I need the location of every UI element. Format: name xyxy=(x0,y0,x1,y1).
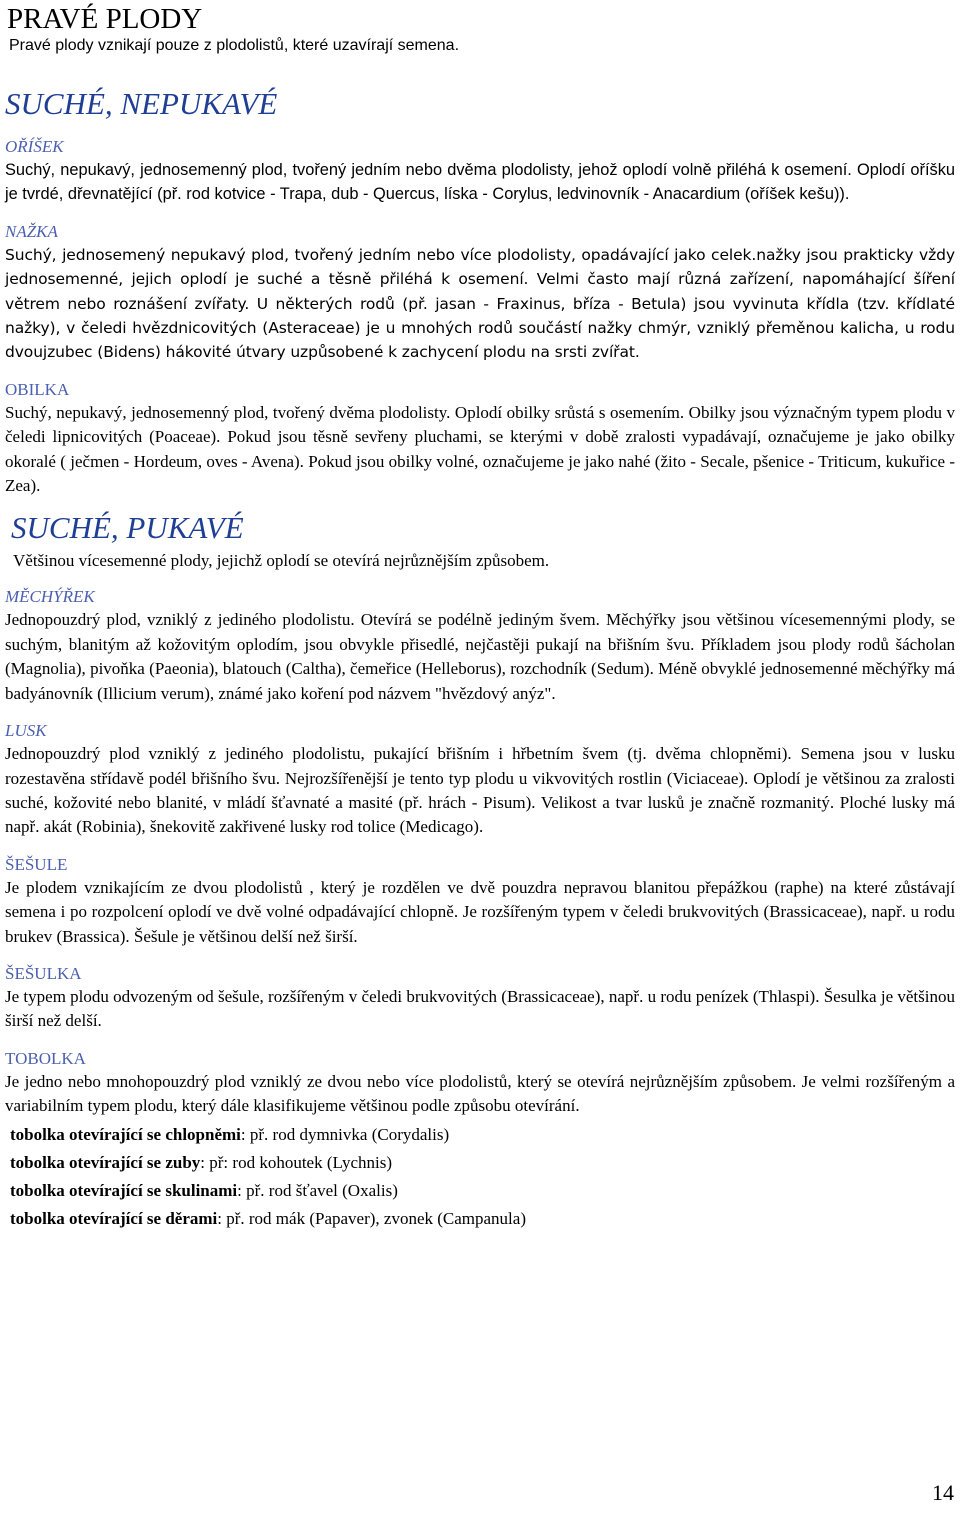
paragraph-lusk: Jednopouzdrý plod vzniklý z jediného plodolistu, pukající břišním i hřbetním švem (tj. dvěma chlopněmi). Semena jsou v lusku rozestavěna střídavě podél břišního švu. Nejrozšířenější je tento typ plodu u vikvovitých rostlin (Viciaceae). Oplodí je většinou za zralosti suché, kožovité nebo blanité, v mládí šťavnaté a masité (př. hrách - Pisum). Velikost a tvar lusků je značně rozmanitý. Ploché lusky má např. akát (Robinia), šnekovitě zakřivené lusky rod tolice (Medicago). xyxy=(5,744,955,837)
opening-example: : př. rod šťavel (Oxalis) xyxy=(237,1180,398,1200)
paragraph-orisek xyxy=(5,158,955,207)
page-title: PRAVÉ PLODY xyxy=(7,3,203,35)
list-item xyxy=(10,1151,955,1175)
document-page xyxy=(5,0,955,1231)
list-item xyxy=(10,1123,955,1147)
section-heading-suche-nepukave: SUCHÉ, NEPUKAVÉ xyxy=(5,86,278,121)
opening-term: tobolka otevírající se zuby xyxy=(10,1152,201,1172)
paragraph-mechyrek: Jednopouzdrý plod, vzniklý z jediného plodolistu. Otevírá se podélně jediným švem. Měchýřky jsou většinou vícesemennými plody, se suchým, blanitým až kožovitým oplodím, jsou obvykle přisedlé, nejčastěji pukají na břišním švu. Příkladem jsou plody rodů šácholan (Magnolia), pivoňka (Paeonia), blatouch (Caltha), čemeřice (Helleborus), rozchodník (Sedum). Méně obvyklé jednosemenné měchýřky má badyánovník (Illicium verum), známé jako koření pod názvem "hvězdový anýz". xyxy=(5,610,955,703)
page-number: 14 xyxy=(932,1480,954,1505)
section-intro-suche-pukave: Většinou vícesemenné plody, jejichž oplodí se otevírá nejrůznějším způsobem. xyxy=(13,551,550,571)
opening-term: tobolka otevírající se chlopněmi xyxy=(10,1124,241,1144)
orisek-text-1: Suchý, nepukavý, jednosemenný plod, tvořený jedním nebo dvěma plodolisty, jehož oplodí volně přiléhá k osemení. xyxy=(5,161,857,179)
opening-example: : př: rod kohoutek (Lychnis) xyxy=(200,1152,392,1172)
opening-example: : př. rod dymnivka (Corydalis) xyxy=(240,1124,450,1144)
opening-example: : př. rod mák (Papaver), zvonek (Campanula) xyxy=(217,1208,526,1228)
opening-term: tobolka otevírající se děrami xyxy=(10,1208,218,1228)
heading-obilka: OBILKA xyxy=(5,379,70,399)
list-item xyxy=(10,1207,955,1231)
paragraph-obilka: Suchý, nepukavý, jednosemenný plod, tvořený dvěma plodolisty. Oplodí obilky srůstá s osemením. Obilky jsou význačným typem plodu v čeledi lipnicovitých (Poaceae). Pokud jsou těsně sevřeny pluchami, se kterými v době zralosti vypadávají, označujeme je jako obilky okoralé ( ječmen - Hordeum, oves - Avena). Pokud jsou obilky volné, označujeme je jako nahé (žito - Secale, pšenice - Triticum, kukuřice - Zea). xyxy=(5,402,955,496)
heading-orisek: OŘÍŠEK xyxy=(5,137,64,156)
section-heading-suche-pukave: SUCHÉ, PUKAVÉ xyxy=(11,510,244,546)
paragraph-sesulka: Je typem plodu odvozeným od šešule, rozšířeným v čeledi brukvovitých (Brassicaceae), např. u rodu penízek (Thlaspi). Šesulka je většinou širší než delší. xyxy=(5,986,955,1031)
nazka-text-1: Suchý, jednosemený nepukavý plod, tvořený jedním nebo více plodolisty, opadávající jako celek. xyxy=(5,245,757,264)
paragraph-tobolka: Je jedno nebo mnohopouzdrý plod vzniklý ze dvou nebo více plodolistů, který se otevírá nejrůznějším způsobem. Je velmi rozšířeným a variabilním typem plodu, který dále klasifikujeme většinou podle způsobu otevírání. xyxy=(5,1071,955,1116)
page-subtitle: Pravé plody vznikají pouze z plodolistů, které uzavírají semena. xyxy=(9,37,460,54)
heading-sesule: ŠEŠULE xyxy=(5,854,68,874)
heading-mechyrek: MĚCHÝŘEK xyxy=(5,587,95,607)
orisek-text-2: Oplodí oříšku je tvrdé, dřevnatějící (př. rod kotvice - Trapa, dub - Quercus, líska - Corylus, ledvinovník - Anacardium (oříšek kešu)). xyxy=(5,161,956,204)
list-item xyxy=(10,1179,955,1203)
heading-lusk: LUSK xyxy=(5,721,47,741)
heading-nazka: NAŽKA xyxy=(5,221,58,241)
opening-term: tobolka otevírající se skulinami xyxy=(10,1180,238,1200)
nazka-text-2: nažky jsou prakticky vždy jednosemenné, jejich oplodí je suché a těsně přiléhá k osemení. Velmi často mají různá zařízení, napomáhající šíření větrem nebo roznášení zvířaty. U některých rodů (př. jasan - Fraxinus, bříza - Betula) jsou vyvinuta křídla (tzv. křídlaté nažky), v čeledi hvězdnicovitých (Asteraceae) je u mnohých rodů součástí nažky chmýr, vzniklý přeměnou kalicha, u rodu dvoujzubec (Bidens) hákovité útvary uzpůsobené k zachycení plodu na srsti zvířat. xyxy=(5,245,955,362)
paragraph-nazka xyxy=(5,243,955,365)
heading-tobolka: TOBOLKA xyxy=(5,1048,86,1068)
heading-sesulka: ŠEŠULKA xyxy=(5,963,82,983)
paragraph-sesule: Je plodem vznikajícím ze dvou plodolistů , který je rozdělen ve dvě pouzdra nepravou blanitou přepážkou (raphe) na které zůstávají semena i po rozpolcení oplodí ve dvě volné odpadávající chlopně. Je rozšířeným typem v čeledi brukvovitých (Brassicaceae), např. u rodu brukev (Brassica). Šešule je většinou delší než širší. xyxy=(5,877,955,946)
